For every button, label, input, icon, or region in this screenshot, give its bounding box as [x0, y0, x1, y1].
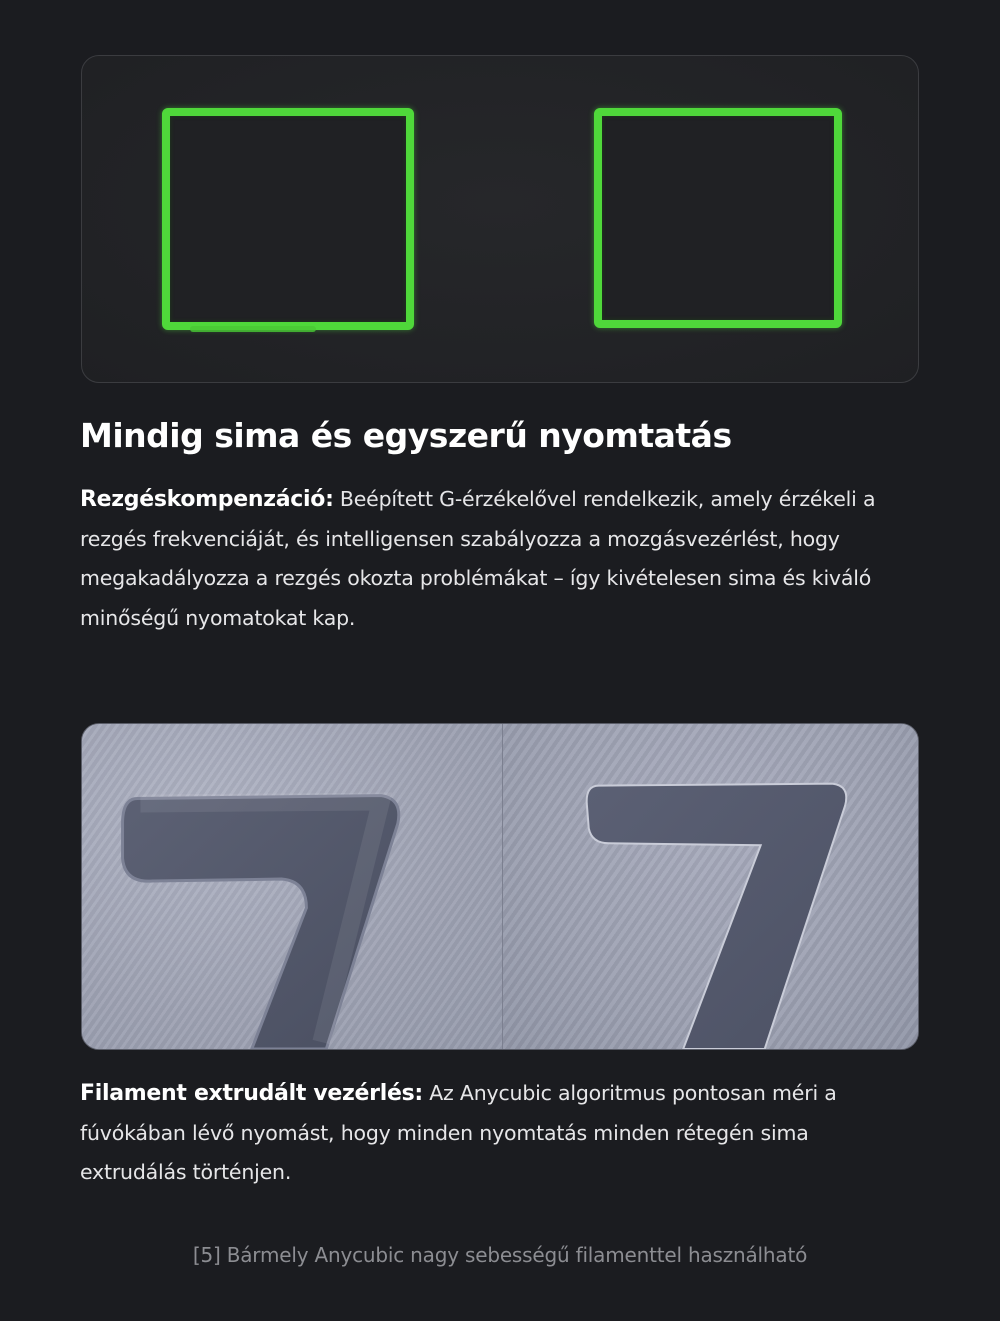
smooth-seven-shape — [503, 724, 919, 1049]
rough-seven-panel — [82, 724, 503, 1049]
rough-seven-shape — [82, 724, 502, 1049]
feature-lead: Rezgéskompenzáció: — [80, 487, 334, 512]
feature-description: Az Anycubic algoritmus pontosan méri a fúvókában lévő nyomást, hogy minden nyomtatás minden rétegén sima extrudálás történjen. — [80, 1081, 837, 1184]
feature-vibration-compensation — [80, 480, 900, 638]
smooth-print-square — [594, 108, 842, 328]
smooth-seven-panel — [503, 724, 919, 1049]
rough-print-square — [162, 108, 414, 330]
extrusion-comparison-image — [81, 723, 919, 1050]
feature-extrusion-control — [80, 1074, 900, 1193]
section-title: Mindig sima és egyszerű nyomtatás — [80, 416, 732, 455]
footnote: [5] Bármely Anycubic nagy sebességű filamenttel használható — [192, 1243, 808, 1267]
feature-lead: Filament extrudált vezérlés: — [80, 1081, 423, 1106]
feature-description: Beépített G-érzékelővel rendelkezik, amely érzékeli a rezgés frekvenciáját, és intelligensen szabályozza a mozgásvezérlést, hogy megakadályozza a rezgés okozta problémákat – így kivételesen sima és kiváló minőségű nyomatokat kap. — [80, 487, 876, 630]
vibration-comparison-image — [81, 55, 919, 383]
